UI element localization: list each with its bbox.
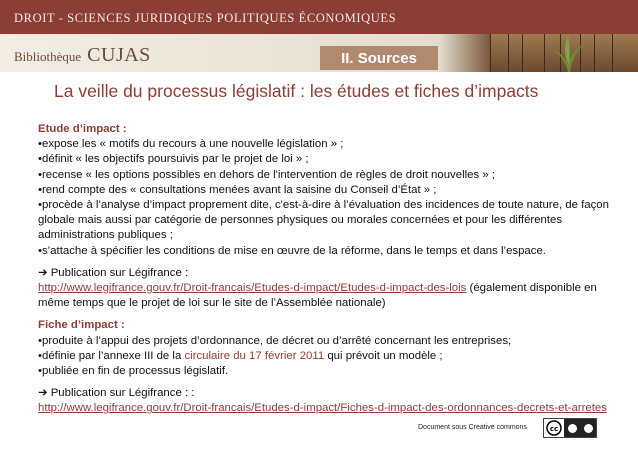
bullet-text: •définie par l’annexe III de la	[38, 349, 185, 362]
legifrance-impact-studies-link[interactable]: http://www.legifrance.gouv.fr/Droit-francais/Etudes-d-impact/Etudes-d-impact-des-lois	[38, 282, 467, 295]
legifrance-impact-sheets-link[interactable]: http://www.legifrance.gouv.fr/Droit-francais/Etudes-d-impact/Fiches-d-impact-des-ordonnances-decrets-et-arretes	[38, 402, 607, 415]
list-item: •procède à l’analyse d’impact proprement dite, c'est-à-dire à l’évaluation des incidences de toute nature, de façon globale mais aussi par catégorie de personnes physiques ou morales concernées et pour les différentes administrations publiques ;	[38, 199, 609, 242]
impact-sheet-heading: Fiche d’impact :	[38, 319, 125, 332]
logo-big-text: CUJAS	[87, 44, 151, 66]
cc-icon	[544, 419, 564, 437]
slide-body	[38, 122, 636, 417]
section-tab: II. Sources	[320, 46, 438, 70]
library-logo	[14, 44, 151, 67]
impact-study-link-line	[38, 281, 618, 311]
impact-sheet-publication: ➔ Publication sur Légifrance : :	[38, 387, 195, 400]
impact-study-heading: Etude d’impact :	[38, 123, 127, 135]
noncommercial-icon	[584, 424, 593, 433]
plant-icon	[548, 34, 588, 72]
books-banner-image	[440, 34, 638, 72]
list-item: •expose les « motifs du recours à une nouvelle législation » ;	[38, 138, 344, 151]
list-item: •définit « les objectifs poursuivis par le projet de loi » ;	[38, 153, 309, 166]
list-item: •rend compte des « consultations menées avant la saisine du Conseil d’État » ;	[38, 183, 437, 196]
license-text: Document sous Creative commons	[418, 424, 527, 431]
logo-small-text: Bibliothèque	[14, 49, 82, 64]
list-item: •publiée en fin de processus législatif.	[38, 365, 229, 378]
cc-label: cc	[549, 425, 559, 433]
banner-title: DROIT - SCIENCES JURIDIQUES POLITIQUES ÉCONOMIQUES	[14, 11, 397, 25]
list-item: •recense « les options possibles en dehors de l'intervention de règles de droit nouvelles » ;	[38, 168, 496, 181]
impact-sheet-link-line	[38, 401, 638, 416]
list-item: •s’attache à spécifier les conditions de mise en œuvre de la réforme, dans le temps et dans l’espace.	[38, 244, 546, 257]
list-item	[38, 349, 636, 364]
creative-commons-badge[interactable]	[543, 418, 597, 438]
list-item: •produite à l’appui des projets d’ordonnance, de décret ou d’arrêté concernant les entreprises;	[38, 334, 512, 347]
page-title: La veille du processus législatif : les études et fiches d’impacts	[54, 81, 539, 101]
circulaire-link[interactable]: circulaire du 17 février 2011	[184, 349, 325, 362]
link-note: (également disponible en même temps que le projet de loi sur le site de l’Assemblée nationale)	[38, 282, 597, 310]
bullet-text: qui prévoit un modèle ;	[324, 349, 443, 362]
attribution-icon	[568, 424, 577, 433]
top-banner	[0, 0, 638, 34]
impact-study-publication: ➔ Publication sur Légifrance :	[38, 266, 189, 279]
